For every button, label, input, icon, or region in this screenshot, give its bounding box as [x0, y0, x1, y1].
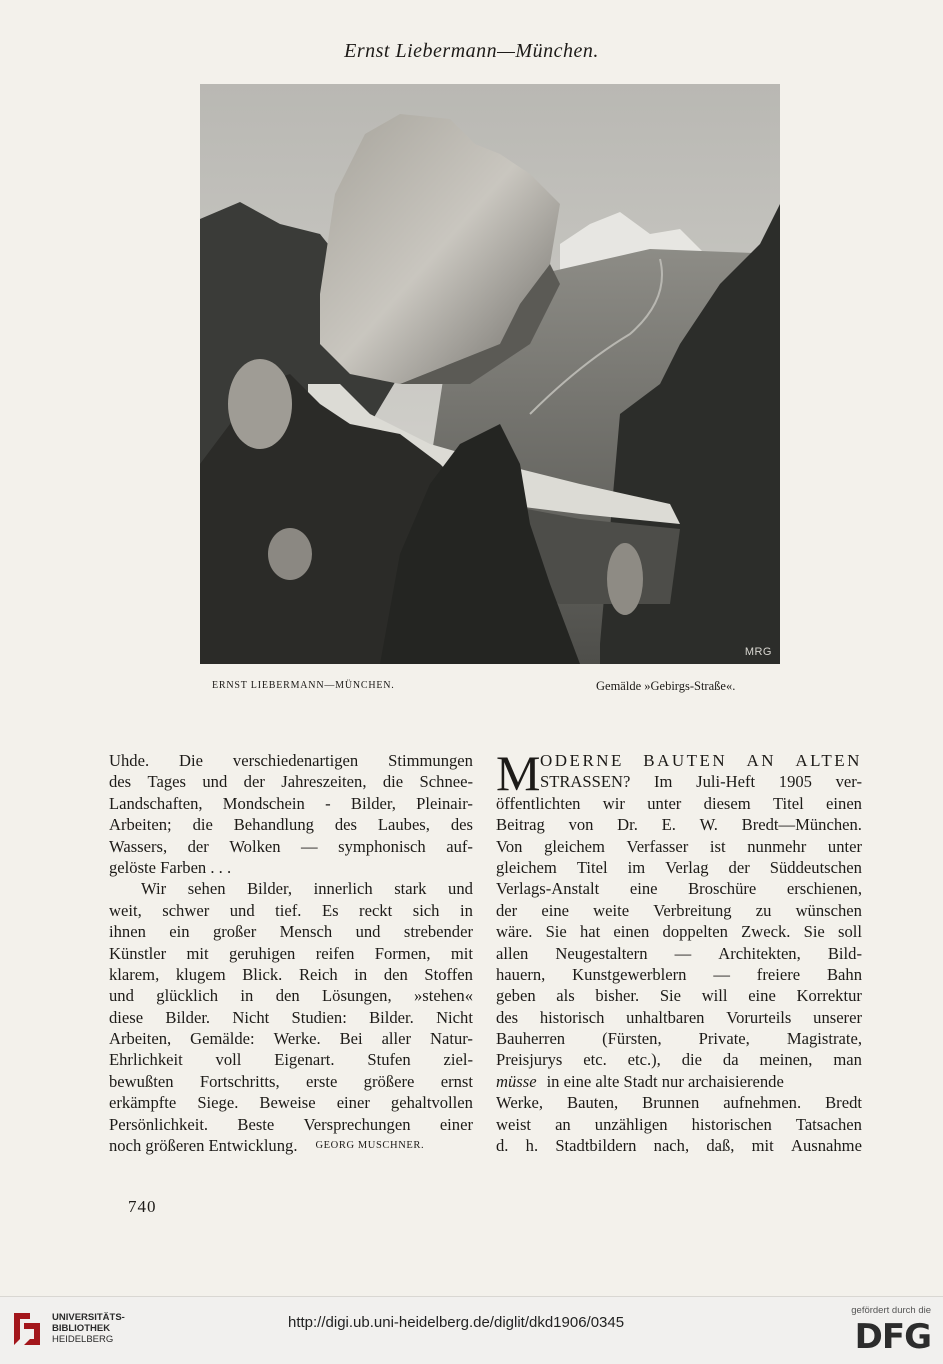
painting-reproduction	[200, 84, 780, 664]
text-line: Von gleichem Verfasser ist nunmehr unter	[496, 836, 862, 856]
text-line: Landschaften, Mondschein - Bilder, Pleinair-	[109, 793, 473, 813]
text-line: Persönlichkeit. Beste Versprechungen einer	[109, 1114, 473, 1134]
page-number: 740	[128, 1197, 157, 1216]
boulder-center	[268, 528, 312, 580]
text-line: hauern, Kunstgewerblern — freiere Bahn	[496, 964, 862, 984]
text-line: gelöste Farben . . .	[109, 857, 232, 877]
text-line: Bauherren (Fürsten, Private, Magistrate,	[496, 1029, 862, 1049]
left-text-column	[109, 750, 473, 1156]
library-name[interactable]	[52, 1312, 125, 1345]
text-line: öffentlichten wir unter diesem Titel einen	[496, 793, 862, 813]
text-line: bewußten Fortschritts, erste größere ernst	[109, 1071, 473, 1091]
text-line: STRASSEN? Im Juli-Heft 1905 ver-	[540, 772, 862, 792]
text-line: in eine alte Stadt nur archaisierende	[546, 1071, 784, 1091]
text-line: erkämpfte Siege. Beweise einer gehaltvollen	[109, 1093, 473, 1113]
text-line: noch größeren Entwicklung.	[109, 1136, 298, 1156]
library-line: BIBLIOTHEK	[52, 1323, 111, 1334]
text-line: Arbeiten; die Behandlung des Laubes, des	[109, 815, 473, 835]
caption-artist: ERNST LIEBERMANN—MÜNCHEN.	[212, 680, 395, 691]
text-line: Beitrag von Dr. E. W. Bredt—München.	[496, 815, 862, 835]
text-line: wäre. Sie hat einen doppelten Zweck. Sie soll	[496, 922, 862, 942]
author-signature: GEORG MUSCHNER.	[315, 1140, 425, 1152]
drop-cap: M	[496, 745, 541, 801]
mountain-road-painting	[200, 84, 780, 664]
right-text-column	[496, 745, 862, 1156]
ub-heidelberg-logo-icon[interactable]	[10, 1309, 46, 1349]
text-line-with-signature	[109, 1135, 473, 1156]
caption-title: Gemälde »Gebirgs-Straße«.	[596, 679, 736, 693]
text-line: gleichem Titel im Verlag der Süddeutschen	[496, 857, 862, 877]
text-line: Ehrlichkeit voll Eigenart. Stufen ziel-	[109, 1050, 473, 1070]
text-line: Preisjurys etc. etc.), die da meinen, man	[496, 1050, 862, 1070]
running-title: Ernst Liebermann—München.	[344, 40, 599, 62]
text-line: Künstler mit geruhigen reifen Formen, mit	[109, 943, 473, 963]
text-line: Uhde. Die verschiedenartigen Stimmungen	[109, 751, 473, 770]
funding-note: gefördert durch die	[851, 1305, 931, 1316]
text-line: und glücklich in den Lösungen, »stehen«	[109, 986, 473, 1006]
dfg-logo[interactable]: DFG	[854, 1317, 931, 1357]
text-line: der eine weite Verbreitung zu wünschen	[496, 900, 862, 920]
text-line: des Tages und der Jahreszeiten, die Schnee-	[109, 772, 473, 792]
text-line: allen Neugestaltern — Architekten, Bild-	[496, 943, 862, 963]
text-line: geben als bisher. Sie will eine Korrektur	[496, 986, 862, 1006]
text-line-with-italic	[496, 1071, 862, 1092]
library-line: UNIVERSITÄTS-	[52, 1312, 125, 1323]
boulder-left	[228, 359, 292, 449]
text-line: weit, schwer und tief. Es reckt sich in	[109, 900, 473, 920]
permalink-url[interactable]: http://digi.ub.uni-heidelberg.de/diglit/dkd1906/0345	[288, 1314, 625, 1331]
italic-word: müsse	[496, 1071, 537, 1091]
library-line: HEIDELBERG	[52, 1334, 114, 1345]
text-line: Wassers, der Wolken — symphonisch auf-	[109, 836, 473, 856]
text-line: Wir sehen Bilder, innerlich stark und	[141, 879, 473, 899]
article-heading-line: ODERNE BAUTEN AN ALTEN	[540, 751, 862, 770]
text-line: klarem, klugem Blick. Reich in den Stoffen	[109, 964, 473, 984]
text-line: Verlags-Anstalt eine Broschüre erschienen,	[496, 879, 862, 899]
boulder-right	[607, 543, 643, 615]
artist-monogram: MRG	[744, 646, 772, 658]
viewer-footer	[0, 1296, 943, 1364]
text-line: Werke, Bauten, Brunnen aufnehmen. Bredt	[496, 1093, 862, 1113]
text-line: d. h. Stadtbildern nach, daß, mit Ausnahme	[496, 1136, 862, 1156]
text-line: des historisch unhaltbaren Vorurteils unserer	[496, 1007, 862, 1027]
text-line: weist an unzähligen historischen Tatsachen	[496, 1114, 862, 1134]
text-line: diese Bilder. Nicht Studien: Bilder. Nicht	[109, 1007, 473, 1027]
text-line: Arbeiten, Gemälde: Werke. Bei aller Natur-	[109, 1029, 473, 1049]
text-line: ihnen ein großer Mensch und strebender	[109, 922, 473, 942]
